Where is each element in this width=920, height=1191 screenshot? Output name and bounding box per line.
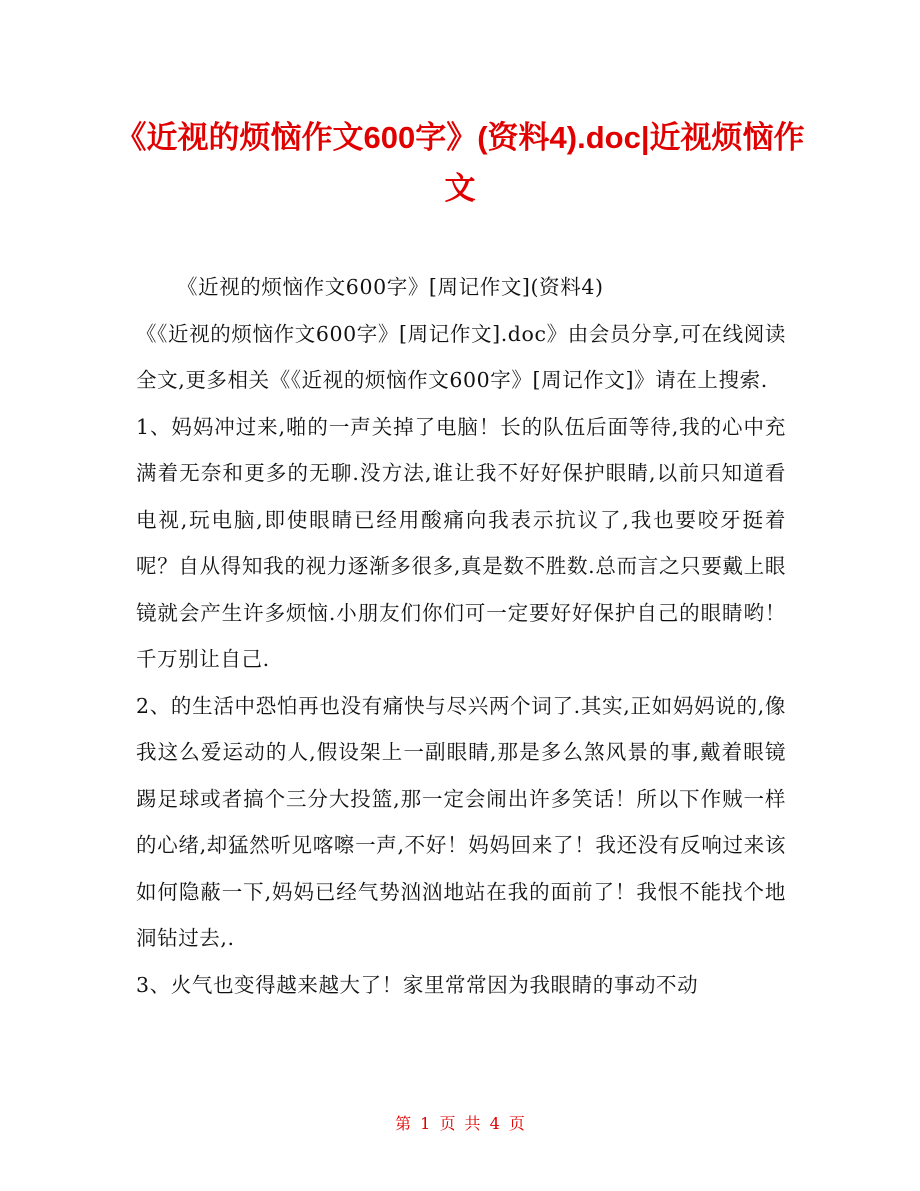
document-body xyxy=(136,264,786,1008)
paragraph-share-note: 《《近视的烦恼作文600字》[周记作文].doc》由会员分享,可在线阅读全文,更多相关《《近视的烦恼作文600字》[周记作文]》请在上搜索. xyxy=(136,321,786,392)
document-title: 《近视的烦恼作文600字》(资料4).doc|近视烦恼作文 xyxy=(115,120,805,206)
page-indicator: 第 1 页 共 4 页 xyxy=(395,1114,525,1133)
paragraph-2: 2、的生活中恐怕再也没有痛快与尽兴两个词了.其实,正如妈妈说的,像我这么爱运动的人,假设架上一副眼睛,那是多么煞风景的事,戴着眼镜踢足球或者搞个三分大投篮,那一定会闹出许多笑话！所以下作贼一样的心绪,却猛然听见喀嚓一声,不好！妈妈回来了！我还没有反响过来该如何隐蔽一下,妈妈已经气势汹汹地站在我的面前了！我恨不能找个地洞钻过去,. xyxy=(136,693,786,950)
paragraph-subtitle: 《近视的烦恼作文600字》[周记作文](资料4) xyxy=(177,275,604,299)
paragraph-3: 3、火气也变得越来越大了！家里常常因为我眼睛的事动不动 xyxy=(136,972,699,997)
paragraph-1: 1、妈妈冲过来,啪的一声关掉了电脑！长的队伍后面等待,我的心中充满着无奈和更多的无聊.没方法,谁让我不好好保护眼睛,以前只知道看电视,玩电脑,即使眼睛已经用酸痛向我表示抗议了,我也要咬牙挺着呢？自从得知我的视力逐渐多很多,真是数不胜数.总而言之只要戴上眼镜就会产生许多烦恼.小朋友们你们可一定要好好保护自己的眼睛哟！千万别让自己. xyxy=(136,414,786,671)
